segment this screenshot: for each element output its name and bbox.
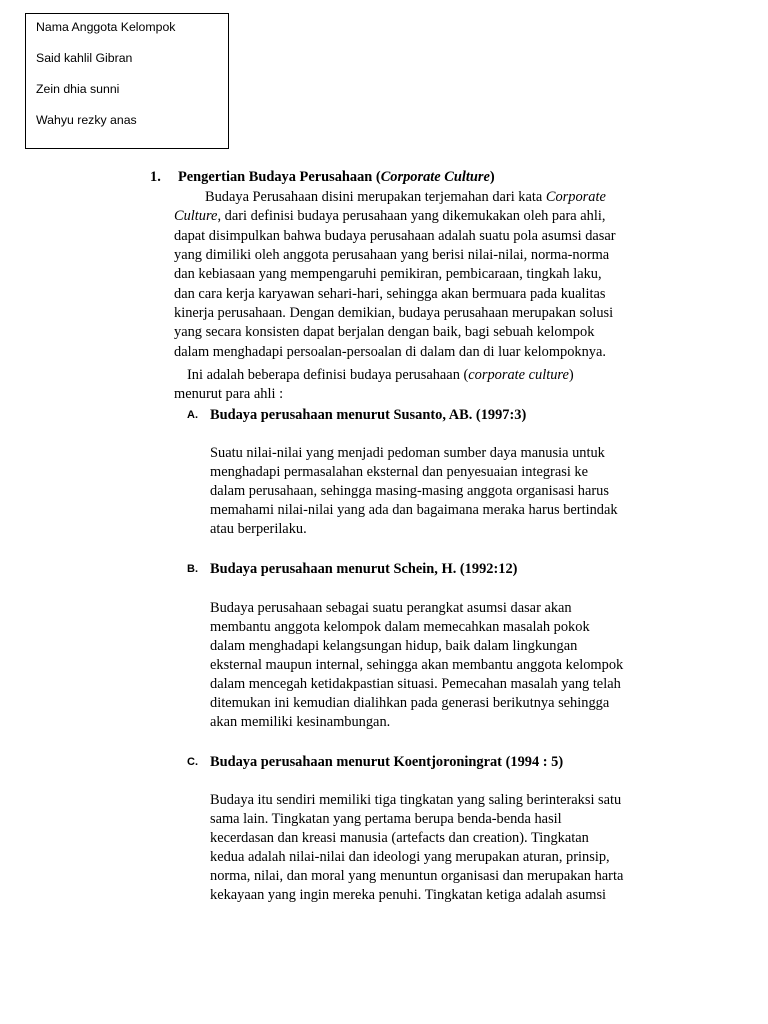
item-body: [210, 599, 623, 732]
intro-line: Culture, dari definisi budaya perusahaan yang dikemukakan oleh para ahli,: [174, 208, 606, 224]
section-number: 1.: [150, 169, 161, 185]
body-line: dalam perusahaan, sehingga masing-masing anggota organisasi harus: [210, 483, 609, 499]
body-line: sama lain. Tingkatan yang pertama berupa benda-benda hasil: [210, 811, 562, 827]
body-line: dalam mencegah ketidakpastian situasi. Pemecahan masalah yang telah: [210, 676, 621, 692]
intro-line: Budaya Perusahaan disini merupakan terjemahan dari kata Corporate: [205, 189, 606, 205]
body-line: dalam menghadapi kelangsungan hidup, baik dalam lingkungan: [210, 638, 578, 654]
item-label: B.: [187, 563, 198, 575]
item-label: C.: [187, 756, 198, 768]
body-line: eksternal maupun internal, sehingga akan membantu anggota kelompok: [210, 657, 624, 673]
intro-line: yang dimiliki oleh anggota perusahaan yang berisi nilai-nilai, norma-norma: [174, 247, 610, 263]
body-line: atau berperilaku.: [210, 521, 307, 537]
body-line: memahami nilai-nilai yang ada dan bagaimana meraka harus bertindak: [210, 502, 618, 518]
member-name: Zein dhia sunni: [36, 82, 120, 96]
item-title: Budaya perusahaan menurut Koentjoroningrat (1994 : 5): [210, 754, 564, 770]
body-line: membantu anggota kelompok dalam memecahkan masalah pokok: [210, 619, 590, 635]
body-line: Budaya itu sendiri memiliki tiga tingkatan yang saling berinteraksi satu: [210, 792, 622, 808]
group-members-box: [25, 13, 229, 149]
member-name: Wahyu rezky anas: [36, 113, 137, 127]
member-name: Said kahlil Gibran: [36, 51, 133, 65]
item-title: Budaya perusahaan menurut Susanto, AB. (1997:3): [210, 407, 527, 423]
body-line: ditemukan ini kemudian dialihkan pada generasi berikutnya sehingga: [210, 695, 610, 711]
item-title: Budaya perusahaan menurut Schein, H. (1992:12): [210, 561, 518, 577]
section-heading: Pengertian Budaya Perusahaan (Corporate Culture): [178, 169, 495, 185]
body-line: menghadapi permasalahan eksternal dan penyesuaian integrasi ke: [210, 464, 589, 480]
body-line: Budaya perusahaan sebagai suatu perangkat asumsi dasar akan: [210, 600, 572, 616]
intro-line: kinerja perusahaan. Dengan demikian, budaya perusahaan merupakan solusi: [174, 305, 614, 321]
body-line: kecerdasan dan kreasi manusia (artefacts dan creation). Tingkatan: [210, 830, 589, 846]
intro-line: dan kebiasaan yang mempengaruhi pemikiran, pembicaraan, tingkah laku,: [174, 266, 602, 282]
members-title: Nama Anggota Kelompok: [36, 20, 176, 34]
body-line: Suatu nilai-nilai yang menjadi pedoman sumber daya manusia untuk: [210, 445, 605, 461]
definitions-intro-line2: menurut para ahli :: [174, 386, 284, 402]
intro-line: dapat disimpulkan bahwa budaya perusahaan adalah suatu pola asumsi dasar: [174, 228, 616, 244]
intro-line: dalam menghadapi persoalan-persoalan di dalam dan di luar kelompoknya.: [174, 344, 606, 360]
intro-line: dan cara kerja karyawan sehari-hari, sehingga akan bermuara pada kualitas: [174, 286, 606, 302]
body-line: kedua adalah nilai-nilai dan ideologi yang merupakan aturan, prinsip,: [210, 849, 610, 865]
definitions-intro: Ini adalah beberapa definisi budaya perusahaan (corporate culture): [187, 367, 574, 383]
item-body: [210, 444, 618, 539]
body-line: kekayaan yang ingin mereka penuhi. Tingkatan ketiga adalah asumsi: [210, 887, 607, 903]
intro-line: yang secara konsisten dapat berjalan dengan baik, bagi sebuah kelompok: [174, 324, 595, 340]
body-line: norma, nilai, dan moral yang menuntun organisasi dan merupakan harta: [210, 868, 624, 884]
item-label: A.: [187, 409, 198, 421]
body-line: akan memiliki kesinambungan.: [210, 714, 391, 730]
item-body: [210, 791, 623, 905]
